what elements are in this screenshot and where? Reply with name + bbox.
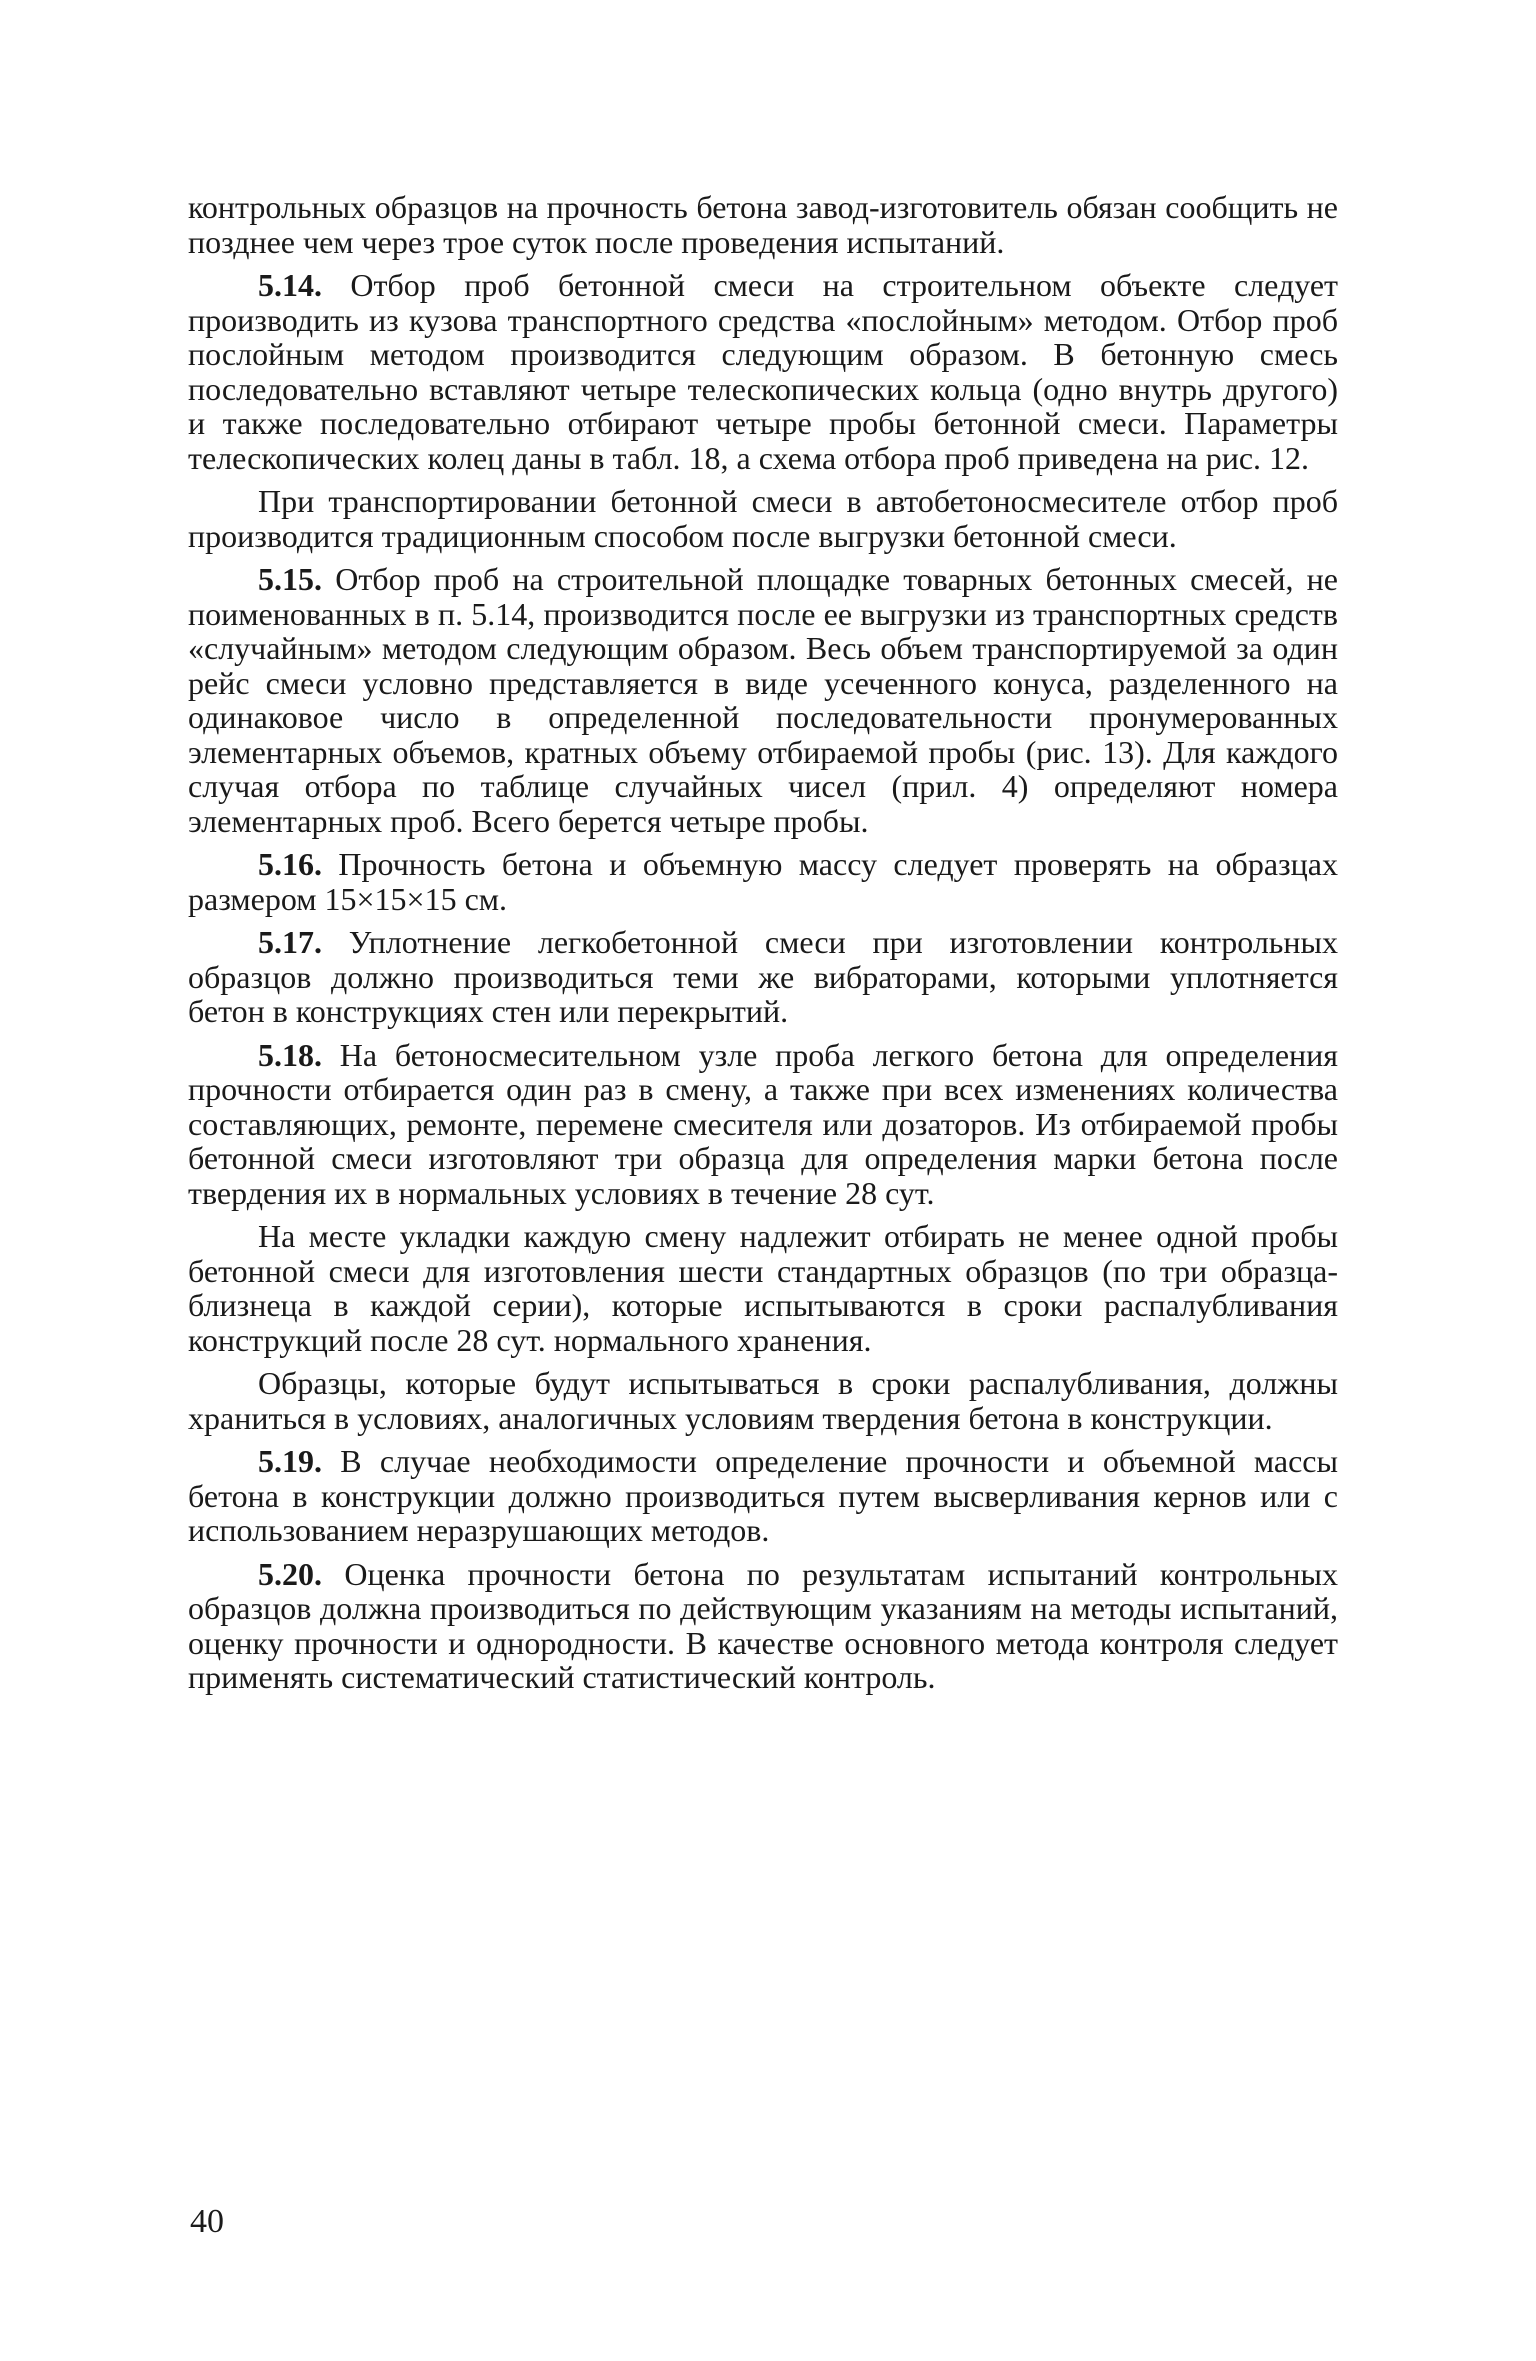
paragraph-5-18-site xyxy=(188,1219,1338,1357)
paragraph-text: Оценка прочности бетона по результатам испытаний контрольных образцов должна производиться по действующим указаниям на методы испытаний, оценку прочности и однородности. В качестве основного метода контроля следует применять систематический статистический контроль. xyxy=(188,1555,1338,1695)
clause-number: 5.20. xyxy=(258,1555,322,1592)
clause-number: 5.16. xyxy=(258,846,322,882)
paragraph-text: В случае необходимости определение прочности и объемной массы бетона в конструкции должно производиться путем высверливания кернов или с использованием неразрушающих методов. xyxy=(188,1443,1338,1548)
paragraph-text: Отбор проб на строительной площадке товарных бетонных смесей, не поименованных в п. 5.14, производится после ее выгрузки из транспортных средств «случайным» методом следующим образом. Весь объем транспортируемой за один рейс смеси условно представляется в виде усеченного конуса, разделенного на одинаковое число в определенной последовательности пронумерованных элементарных объемов, кратных объему отбираемой пробы (рис. 13). Для каждого случая отбора по таблице случайных чисел (прил. 4) определяют номера элементарных проб. Всего берется четыре пробы. xyxy=(188,561,1338,839)
paragraph-5-20 xyxy=(188,1557,1338,1695)
paragraph-text: На месте укладки каждую смену надлежит отбирать не менее одной пробы бетонной смеси для изготовления шести стандартных образцов (по три образца-близнеца в каждой серии), которые испытываются в сроки распалубливания конструкций после 28 сут. нормального хранения. xyxy=(188,1218,1338,1358)
paragraph-5-18 xyxy=(188,1038,1338,1211)
clause-number: 5.19. xyxy=(258,1443,322,1479)
paragraph-text: Уплотнение легкобетонной смеси при изготовлении контрольных образцов должно производиться теми же вибраторами, которыми уплотняется бетон в конструкциях стен или перекрытий. xyxy=(188,924,1338,1029)
paragraph-5-17 xyxy=(188,925,1338,1029)
page-body xyxy=(188,190,1338,1704)
paragraph-5-15 xyxy=(188,562,1338,838)
clause-number: 5.17. xyxy=(258,924,322,960)
page-number: 40 xyxy=(190,2203,224,2240)
paragraph-5-14-transport xyxy=(188,484,1338,553)
paragraph-5-18-storage xyxy=(188,1366,1338,1435)
paragraph-text: Прочность бетона и объемную массу следует проверять на образцах размером 15×15×15 см. xyxy=(188,846,1338,917)
paragraph-text: Отбор проб бетонной смеси на строительном объекте следует производить из кузова транспортного средства «послойным» методом. Отбор проб послойным методом производится следующим образом. В бетонную смесь последовательно вставляют четыре телескопических кольца (одно внутрь другого) и также последовательно отбирают четыре пробы бетонной смеси. Параметры телескопических колец даны в табл. 18, а схема отбора проб приведена на рис. 12. xyxy=(188,267,1338,476)
paragraph-5-16 xyxy=(188,847,1338,916)
paragraph-5-14 xyxy=(188,268,1338,475)
clause-number: 5.15. xyxy=(258,561,322,597)
clause-number: 5.18. xyxy=(258,1036,322,1073)
paragraph-text: контрольных образцов на прочность бетона завод-изготовитель обязан сообщить не позднее чем через трое суток после проведения испытаний. xyxy=(188,189,1338,260)
paragraph-text: На бетоносмесительном узле проба легкого бетона для определения прочности отбирается один раз в смену, а также при всех изменениях количества составляющих, ремонте, перемене смесителя или дозаторов. Из отбираемой пробы бетонной смеси изготовляют три образца для определения марки бетона после твердения их в нормальных условиях в течение 28 сут. xyxy=(188,1036,1338,1211)
paragraph-continuation xyxy=(188,190,1338,259)
paragraph-text: Образцы, которые будут испытываться в сроки распалубливания, должны храниться в условиях, аналогичных условиям твердения бетона в конструкции. xyxy=(188,1365,1338,1436)
paragraph-5-19 xyxy=(188,1444,1338,1548)
paragraph-text: При транспортировании бетонной смеси в автобетоносмесителе отбор проб производится традиционным способом после выгрузки бетонной смеси. xyxy=(188,483,1338,554)
clause-number: 5.14. xyxy=(258,267,322,303)
